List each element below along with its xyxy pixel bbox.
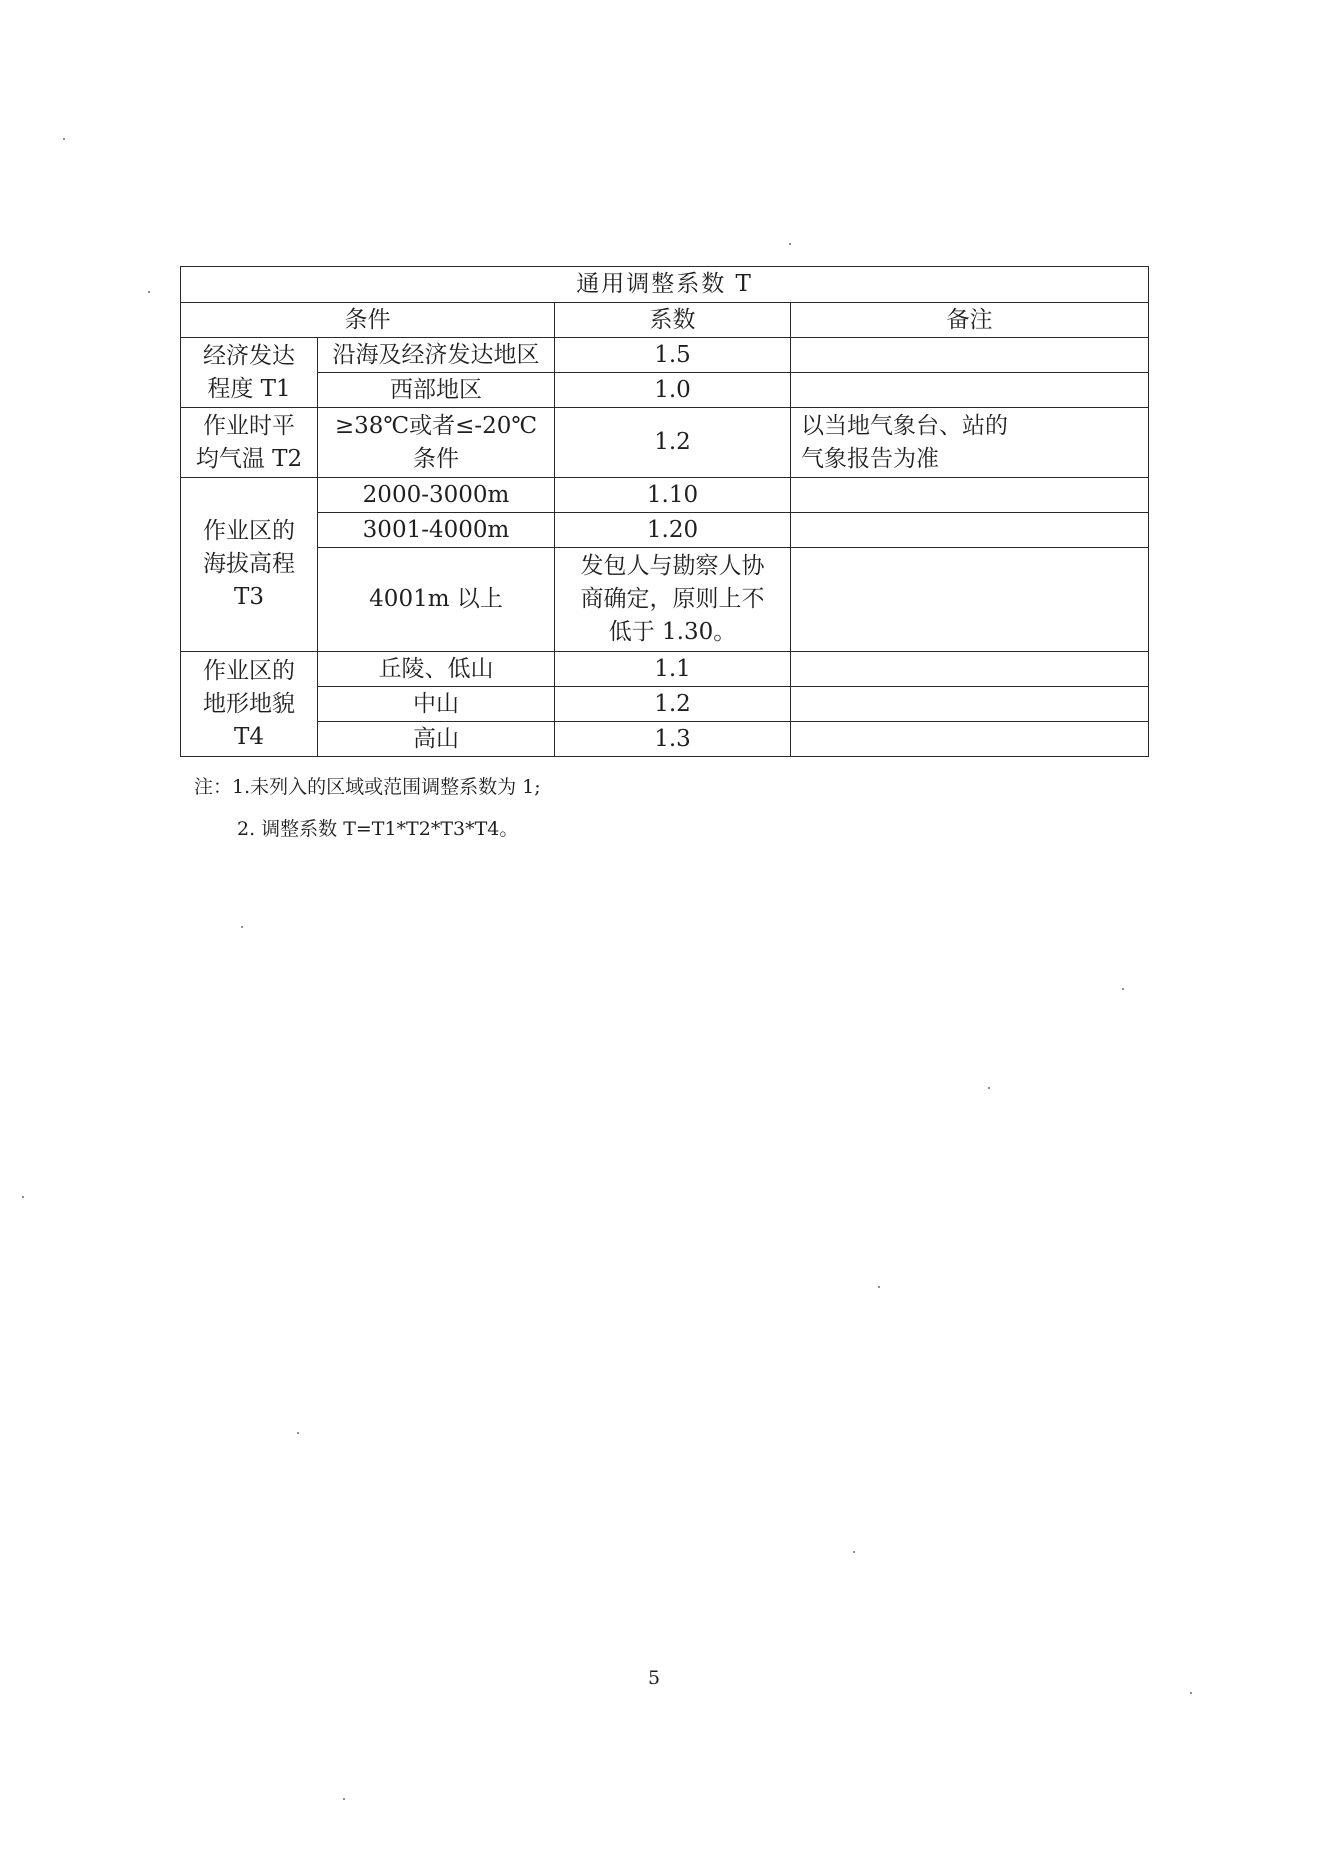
coefficient-cell: 1.2 [555,408,791,478]
coefficient-cell: 1.1 [555,652,791,687]
condition-cell: 沿海及经济发达地区 [318,338,555,373]
remark-cell [791,338,1149,373]
coefficient-cell: 1.0 [555,373,791,408]
condition-cell: 西部地区 [318,373,555,408]
scan-speck [297,1432,299,1434]
note-1: 注：1.未列入的区域或范围调整系数为 1; [194,776,541,798]
coefficient-cell: 1.10 [555,478,791,513]
scan-speck [1190,1692,1192,1694]
remark-cell [791,548,1149,652]
coefficient-table [180,266,1149,757]
header-condition: 条件 [181,303,555,338]
scan-speck [148,291,150,293]
condition-cell: 中山 [318,687,555,722]
condition-cell: ≥38℃或者≤-20℃条件 [318,408,555,478]
group-label-t2: 作业时平 均气温 T2 [181,408,318,478]
remark-cell [791,513,1149,548]
remark-cell [791,478,1149,513]
remark-cell: 以当地气象台、站的 气象报告为准 [791,408,1149,478]
page-number: 5 [648,1667,661,1689]
table-title: 通用调整系数 T [181,267,1149,303]
scan-speck [1122,988,1124,990]
scan-speck [241,926,243,928]
scan-speck [988,1087,990,1089]
condition-cell: 4001m 以上 [318,548,555,652]
remark-cell [791,652,1149,687]
header-coefficient: 系数 [555,303,791,338]
note-2: 2. 调整系数 T=T1*T2*T3*T4。 [237,818,519,840]
condition-cell: 丘陵、低山 [318,652,555,687]
group-label-t1: 经济发达 程度 T1 [181,338,318,408]
scan-speck [853,1551,855,1553]
condition-cell: 高山 [318,722,555,757]
scan-speck [789,243,791,245]
coefficient-cell: 1.20 [555,513,791,548]
condition-cell: 3001-4000m [318,513,555,548]
coefficient-cell: 1.2 [555,687,791,722]
scan-speck [878,1286,880,1288]
scan-speck [22,1196,24,1198]
group-label-t4: 作业区的 地形地貌 T4 [181,652,318,757]
group-label-t3: 作业区的 海拔高程 T3 [181,478,318,652]
scan-speck [343,1798,345,1800]
condition-cell: 2000-3000m [318,478,555,513]
coefficient-cell: 发包人与勘察人协 商确定，原则上不 低于 1.30。 [555,548,791,652]
header-remark: 备注 [791,303,1149,338]
scan-speck [63,138,65,140]
remark-cell [791,722,1149,757]
coefficient-cell: 1.3 [555,722,791,757]
remark-cell [791,373,1149,408]
remark-cell [791,687,1149,722]
coefficient-cell: 1.5 [555,338,791,373]
